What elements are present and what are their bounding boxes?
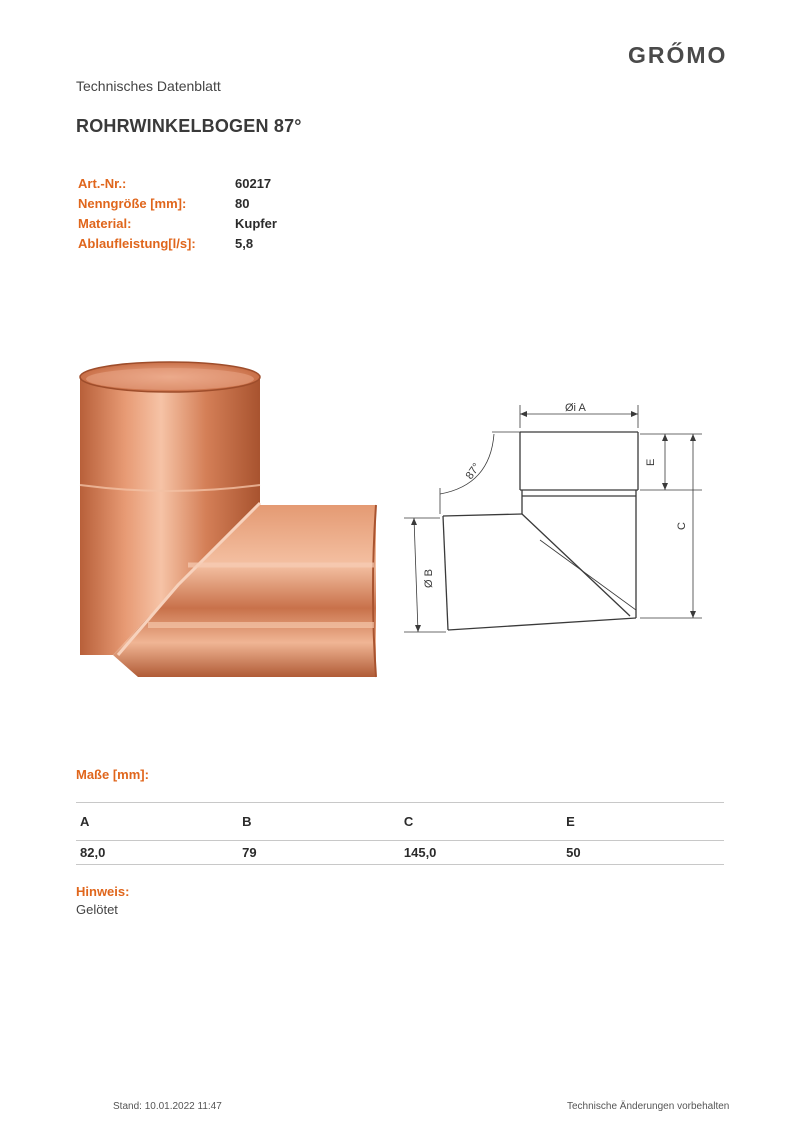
spec-label: Art.-Nr.:	[78, 176, 127, 191]
table-header-row	[76, 803, 724, 841]
table-header-cell: B	[238, 803, 400, 841]
document-type: Technisches Datenblatt	[76, 78, 221, 94]
table-row	[76, 841, 724, 865]
measures-title: Maße [mm]:	[76, 767, 149, 782]
table-header-cell: C	[400, 803, 562, 841]
spec-row-material	[78, 214, 277, 234]
technical-drawing	[400, 395, 710, 640]
dim-label-e: E	[645, 458, 657, 466]
spec-value: 5,8	[235, 236, 254, 251]
table-cell: 82,0	[76, 841, 238, 865]
note-title: Hinweis:	[76, 884, 130, 899]
spec-row-size	[78, 194, 277, 214]
spec-value: 80	[235, 196, 250, 211]
table-header-cell: A	[76, 803, 238, 841]
footer-disclaimer: Technische Änderungen vorbehalten	[567, 1101, 730, 1112]
spec-row-article	[78, 174, 277, 194]
table-cell: 145,0	[400, 841, 562, 865]
measures-table	[76, 802, 724, 865]
dim-label-c: C	[676, 522, 688, 530]
angle-label: 87°	[463, 461, 484, 482]
spec-label: Material:	[78, 216, 132, 231]
spec-list	[78, 174, 277, 254]
spec-label: Nenngröße [mm]:	[78, 196, 187, 211]
table-header-cell: E	[562, 803, 724, 841]
note-text: Gelötet	[76, 902, 118, 917]
spec-row-flow	[78, 234, 277, 254]
table-cell: 79	[238, 841, 400, 865]
brand-logo: GRŐMO	[628, 42, 728, 68]
spec-value: 60217	[235, 176, 272, 191]
dim-label-a: Øi A	[565, 402, 586, 414]
spec-value: Kupfer	[235, 216, 277, 231]
dim-label-b: Ø B	[423, 569, 435, 588]
spec-label: Ablaufleistung[l/s]:	[78, 236, 196, 251]
product-photo	[78, 355, 378, 685]
table-cell: 50	[562, 841, 724, 865]
page-title: ROHRWINKELBOGEN 87°	[76, 116, 302, 136]
footer-date: Stand: 10.01.2022 11:47	[113, 1101, 222, 1112]
